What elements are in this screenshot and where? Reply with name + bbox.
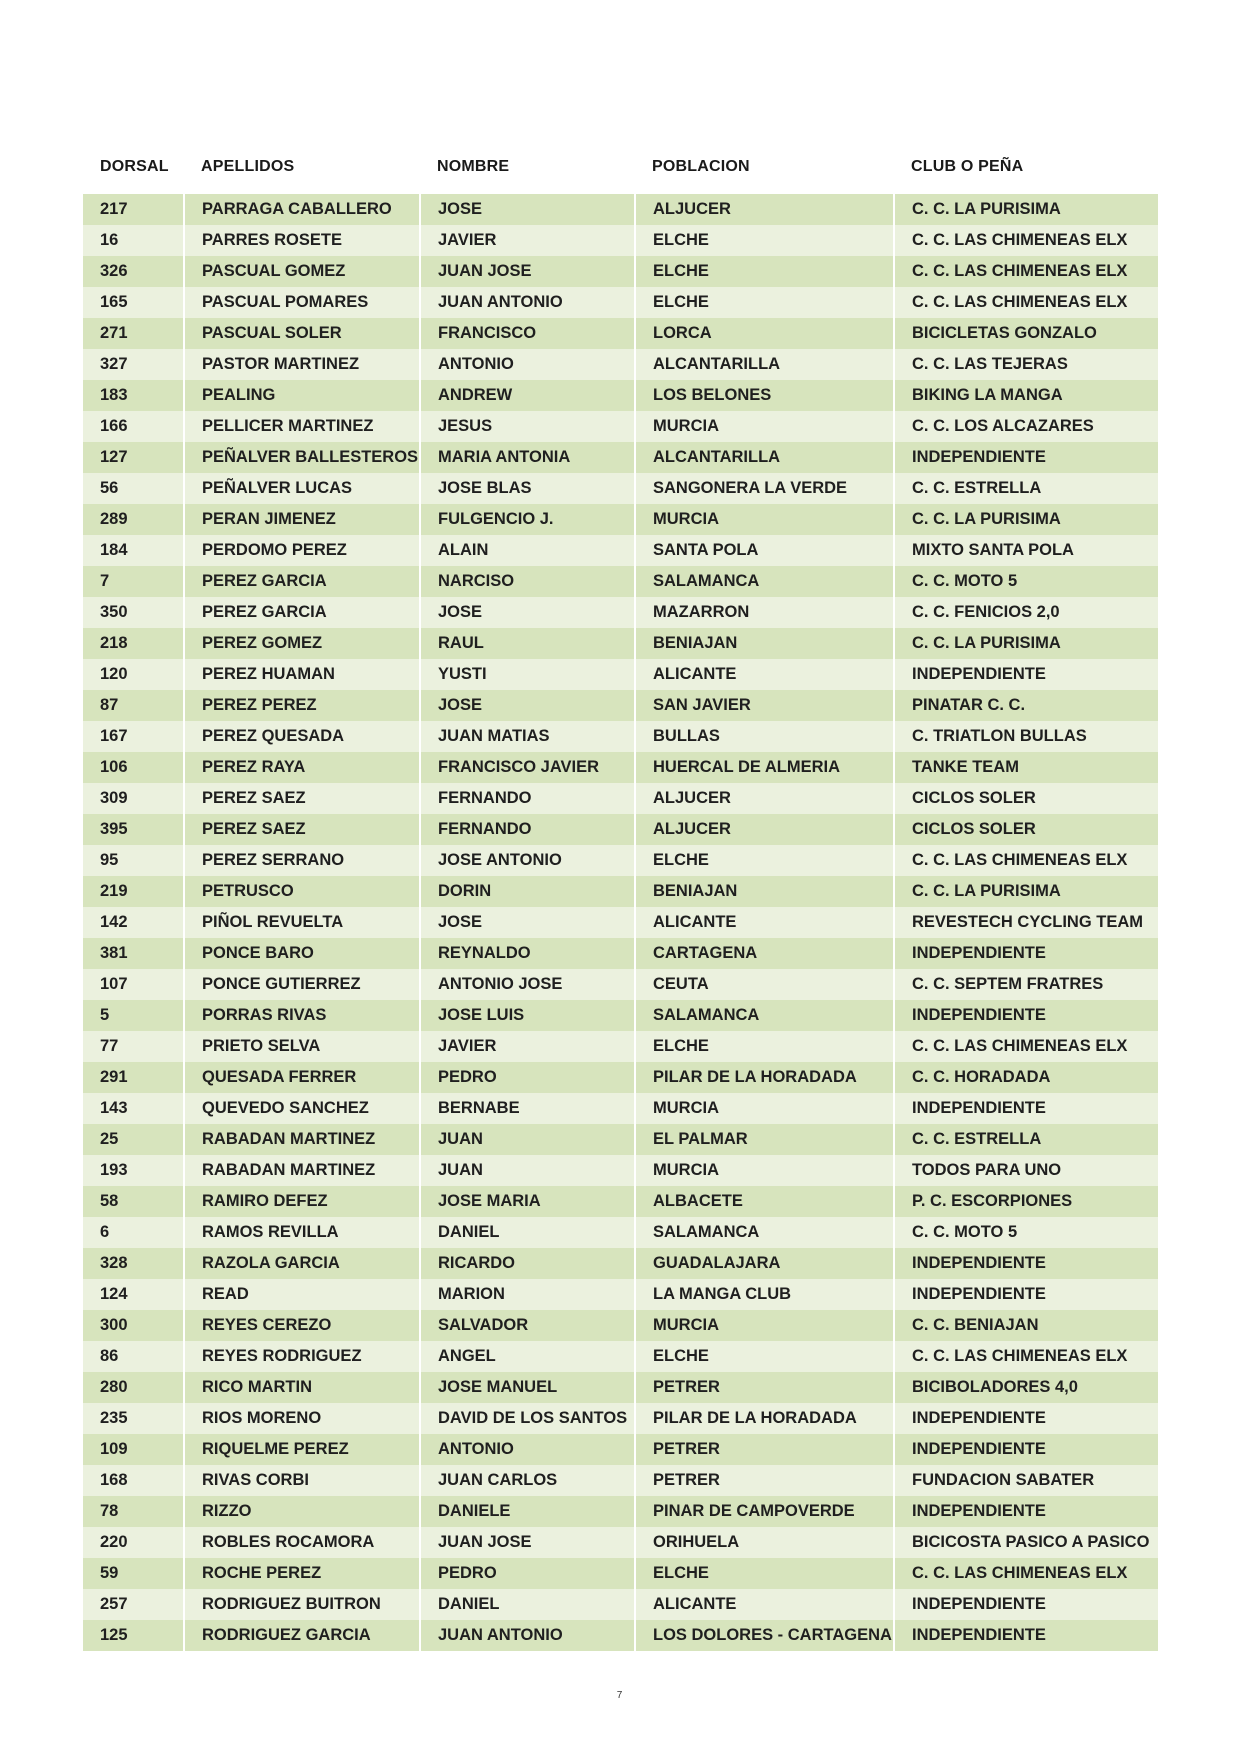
cell-poblacion: SALAMANCA <box>635 566 894 597</box>
cell-club: C. C. LA PURISIMA <box>894 194 1158 225</box>
table-row <box>83 1527 1158 1558</box>
table-row <box>83 1558 1158 1589</box>
cell-nombre: JOSE MANUEL <box>420 1372 635 1403</box>
cell-nombre: MARIA ANTONIA <box>420 442 635 473</box>
cell-poblacion: ELCHE <box>635 225 894 256</box>
cell-dorsal: 300 <box>83 1310 184 1341</box>
cell-apellidos: PEREZ GARCIA <box>184 597 420 628</box>
cell-poblacion: PETRER <box>635 1465 894 1496</box>
table-row <box>83 566 1158 597</box>
cell-apellidos: PEREZ PEREZ <box>184 690 420 721</box>
table-row <box>83 876 1158 907</box>
cell-apellidos: PARRES ROSETE <box>184 225 420 256</box>
cell-club: INDEPENDIENTE <box>894 1093 1158 1124</box>
cell-poblacion: ALJUCER <box>635 814 894 845</box>
table-row <box>83 1589 1158 1620</box>
cell-dorsal: 166 <box>83 411 184 442</box>
cell-dorsal: 87 <box>83 690 184 721</box>
cell-apellidos: PEREZ HUAMAN <box>184 659 420 690</box>
cell-club: C. C. LA PURISIMA <box>894 876 1158 907</box>
cell-poblacion: MURCIA <box>635 1093 894 1124</box>
cell-nombre: JOSE <box>420 907 635 938</box>
header-dorsal: DORSAL <box>100 158 169 175</box>
table-row <box>83 814 1158 845</box>
cell-poblacion: ELCHE <box>635 1558 894 1589</box>
cell-poblacion: ALJUCER <box>635 783 894 814</box>
cell-poblacion: MURCIA <box>635 1310 894 1341</box>
cell-dorsal: 350 <box>83 597 184 628</box>
cell-nombre: DANIELE <box>420 1496 635 1527</box>
cell-nombre: JAVIER <box>420 1031 635 1062</box>
cell-poblacion: PETRER <box>635 1434 894 1465</box>
cell-apellidos: PERDOMO PEREZ <box>184 535 420 566</box>
cell-nombre: ANGEL <box>420 1341 635 1372</box>
cell-dorsal: 395 <box>83 814 184 845</box>
cell-dorsal: 106 <box>83 752 184 783</box>
table-row <box>83 442 1158 473</box>
cell-dorsal: 165 <box>83 287 184 318</box>
cell-apellidos: RIOS MORENO <box>184 1403 420 1434</box>
cell-poblacion: ELCHE <box>635 845 894 876</box>
cell-poblacion: SAN JAVIER <box>635 690 894 721</box>
cell-poblacion: ALICANTE <box>635 1589 894 1620</box>
cell-apellidos: PASCUAL GOMEZ <box>184 256 420 287</box>
cell-poblacion: ELCHE <box>635 1031 894 1062</box>
cell-nombre: SALVADOR <box>420 1310 635 1341</box>
cell-club: C. C. MOTO 5 <box>894 1217 1158 1248</box>
cell-club: C. C. LAS CHIMENEAS ELX <box>894 845 1158 876</box>
cell-poblacion: ELCHE <box>635 1341 894 1372</box>
cell-nombre: DANIEL <box>420 1589 635 1620</box>
cell-apellidos: PEREZ GOMEZ <box>184 628 420 659</box>
cell-dorsal: 142 <box>83 907 184 938</box>
table-row <box>83 1620 1158 1651</box>
cell-club: C. C. LA PURISIMA <box>894 628 1158 659</box>
cell-nombre: PEDRO <box>420 1062 635 1093</box>
table-row <box>83 969 1158 1000</box>
cell-nombre: MARION <box>420 1279 635 1310</box>
table-row <box>83 845 1158 876</box>
cell-poblacion: ALCANTARILLA <box>635 349 894 380</box>
cell-club: C. C. LA PURISIMA <box>894 504 1158 535</box>
cell-nombre: FERNANDO <box>420 783 635 814</box>
cell-club: C. C. LOS ALCAZARES <box>894 411 1158 442</box>
cell-club: C. C. MOTO 5 <box>894 566 1158 597</box>
cell-poblacion: PILAR DE LA HORADADA <box>635 1403 894 1434</box>
cell-nombre: YUSTI <box>420 659 635 690</box>
cell-dorsal: 219 <box>83 876 184 907</box>
table-body <box>83 194 1158 1651</box>
cell-apellidos: PEREZ QUESADA <box>184 721 420 752</box>
cell-poblacion: LOS BELONES <box>635 380 894 411</box>
cell-poblacion: GUADALAJARA <box>635 1248 894 1279</box>
cell-apellidos: PETRUSCO <box>184 876 420 907</box>
table-row <box>83 1434 1158 1465</box>
cell-apellidos: REYES RODRIGUEZ <box>184 1341 420 1372</box>
cell-apellidos: RODRIGUEZ GARCIA <box>184 1620 420 1651</box>
cell-poblacion: ELCHE <box>635 287 894 318</box>
cell-apellidos: REYES CEREZO <box>184 1310 420 1341</box>
table-row <box>83 659 1158 690</box>
cell-club: PINATAR C. C. <box>894 690 1158 721</box>
cell-nombre: JOSE <box>420 597 635 628</box>
cell-apellidos: PEREZ SAEZ <box>184 814 420 845</box>
cell-apellidos: RIVAS CORBI <box>184 1465 420 1496</box>
table-row <box>83 1341 1158 1372</box>
cell-apellidos: RAMOS REVILLA <box>184 1217 420 1248</box>
table-row <box>83 1496 1158 1527</box>
cell-nombre: ANTONIO <box>420 349 635 380</box>
cell-poblacion: MURCIA <box>635 504 894 535</box>
cell-club: BIKING LA MANGA <box>894 380 1158 411</box>
cell-poblacion: PILAR DE LA HORADADA <box>635 1062 894 1093</box>
cell-dorsal: 78 <box>83 1496 184 1527</box>
cell-apellidos: PEREZ SERRANO <box>184 845 420 876</box>
cell-poblacion: CARTAGENA <box>635 938 894 969</box>
table-row <box>83 1031 1158 1062</box>
cell-apellidos: PASTOR MARTINEZ <box>184 349 420 380</box>
cell-dorsal: 25 <box>83 1124 184 1155</box>
cell-club: CICLOS SOLER <box>894 814 1158 845</box>
cell-apellidos: PASCUAL POMARES <box>184 287 420 318</box>
cell-poblacion: LORCA <box>635 318 894 349</box>
cell-poblacion: MURCIA <box>635 411 894 442</box>
cell-dorsal: 220 <box>83 1527 184 1558</box>
cell-nombre: PEDRO <box>420 1558 635 1589</box>
cell-nombre: ANTONIO <box>420 1434 635 1465</box>
header-club: CLUB O PEÑA <box>911 158 1024 175</box>
cell-apellidos: PEREZ RAYA <box>184 752 420 783</box>
table-row <box>83 287 1158 318</box>
cell-poblacion: MURCIA <box>635 1155 894 1186</box>
table-row <box>83 1279 1158 1310</box>
cell-club: C. TRIATLON BULLAS <box>894 721 1158 752</box>
cell-dorsal: 5 <box>83 1000 184 1031</box>
cell-nombre: FRANCISCO JAVIER <box>420 752 635 783</box>
header-nombre: NOMBRE <box>437 158 510 175</box>
table-row <box>83 1000 1158 1031</box>
table-row <box>83 225 1158 256</box>
cell-poblacion: SANTA POLA <box>635 535 894 566</box>
cell-club: P. C. ESCORPIONES <box>894 1186 1158 1217</box>
cell-club: BICICLETAS GONZALO <box>894 318 1158 349</box>
cell-club: C. C. LAS CHIMENEAS ELX <box>894 1031 1158 1062</box>
cell-club: C. C. HORADADA <box>894 1062 1158 1093</box>
cell-poblacion: SALAMANCA <box>635 1000 894 1031</box>
table-row <box>83 535 1158 566</box>
cell-poblacion: LOS DOLORES - CARTAGENA <box>635 1620 894 1651</box>
cell-club: BICICOSTA PASICO A PASICO <box>894 1527 1158 1558</box>
cell-poblacion: HUERCAL DE ALMERIA <box>635 752 894 783</box>
cell-club: INDEPENDIENTE <box>894 1620 1158 1651</box>
cell-dorsal: 109 <box>83 1434 184 1465</box>
cell-nombre: JUAN JOSE <box>420 256 635 287</box>
cell-nombre: JOSE MARIA <box>420 1186 635 1217</box>
cell-dorsal: 184 <box>83 535 184 566</box>
cell-nombre: JUAN JOSE <box>420 1527 635 1558</box>
cell-dorsal: 257 <box>83 1589 184 1620</box>
cell-apellidos: PEÑALVER BALLESTEROS <box>184 442 420 473</box>
cell-apellidos: RIQUELME PEREZ <box>184 1434 420 1465</box>
cell-apellidos: PEÑALVER LUCAS <box>184 473 420 504</box>
cell-poblacion: ALICANTE <box>635 907 894 938</box>
cell-apellidos: PORRAS RIVAS <box>184 1000 420 1031</box>
cell-apellidos: PEALING <box>184 380 420 411</box>
cell-poblacion: ELCHE <box>635 256 894 287</box>
cell-dorsal: 218 <box>83 628 184 659</box>
cell-nombre: JOSE ANTONIO <box>420 845 635 876</box>
cell-club: C. C. LAS TEJERAS <box>894 349 1158 380</box>
cell-nombre: JOSE BLAS <box>420 473 635 504</box>
cell-nombre: JAVIER <box>420 225 635 256</box>
cell-poblacion: SALAMANCA <box>635 1217 894 1248</box>
table-row <box>83 752 1158 783</box>
table-row <box>83 1248 1158 1279</box>
cell-club: C. C. LAS CHIMENEAS ELX <box>894 287 1158 318</box>
cell-nombre: RAUL <box>420 628 635 659</box>
cell-apellidos: RICO MARTIN <box>184 1372 420 1403</box>
table-row <box>83 783 1158 814</box>
table-row <box>83 349 1158 380</box>
cell-nombre: FULGENCIO J. <box>420 504 635 535</box>
cell-nombre: DORIN <box>420 876 635 907</box>
cell-dorsal: 280 <box>83 1372 184 1403</box>
cell-dorsal: 120 <box>83 659 184 690</box>
cell-nombre: JUAN <box>420 1124 635 1155</box>
cell-poblacion: EL PALMAR <box>635 1124 894 1155</box>
cell-poblacion: SANGONERA LA VERDE <box>635 473 894 504</box>
cell-apellidos: RAMIRO DEFEZ <box>184 1186 420 1217</box>
cell-club: INDEPENDIENTE <box>894 659 1158 690</box>
table-row <box>83 1155 1158 1186</box>
cell-dorsal: 58 <box>83 1186 184 1217</box>
table-row <box>83 411 1158 442</box>
cell-club: C. C. LAS CHIMENEAS ELX <box>894 225 1158 256</box>
cell-poblacion: PINAR DE CAMPOVERDE <box>635 1496 894 1527</box>
table-header-row <box>83 146 1158 188</box>
cell-dorsal: 193 <box>83 1155 184 1186</box>
cell-nombre: DANIEL <box>420 1217 635 1248</box>
cell-club: BICIBOLADORES 4,0 <box>894 1372 1158 1403</box>
cell-dorsal: 381 <box>83 938 184 969</box>
table-row <box>83 1465 1158 1496</box>
cell-dorsal: 56 <box>83 473 184 504</box>
cell-club: INDEPENDIENTE <box>894 1589 1158 1620</box>
cell-nombre: JESUS <box>420 411 635 442</box>
table-row <box>83 473 1158 504</box>
cell-nombre: FERNANDO <box>420 814 635 845</box>
cell-dorsal: 326 <box>83 256 184 287</box>
table-row <box>83 1124 1158 1155</box>
cell-club: C. C. ESTRELLA <box>894 1124 1158 1155</box>
cell-nombre: JUAN ANTONIO <box>420 1620 635 1651</box>
cell-club: C. C. SEPTEM FRATRES <box>894 969 1158 1000</box>
cell-dorsal: 291 <box>83 1062 184 1093</box>
table-row <box>83 907 1158 938</box>
table-row <box>83 1403 1158 1434</box>
cell-apellidos: RIZZO <box>184 1496 420 1527</box>
cell-dorsal: 59 <box>83 1558 184 1589</box>
cell-club: INDEPENDIENTE <box>894 1248 1158 1279</box>
cell-nombre: FRANCISCO <box>420 318 635 349</box>
cell-club: INDEPENDIENTE <box>894 1000 1158 1031</box>
cell-dorsal: 95 <box>83 845 184 876</box>
cell-dorsal: 235 <box>83 1403 184 1434</box>
cell-apellidos: QUEVEDO SANCHEZ <box>184 1093 420 1124</box>
cell-poblacion: BULLAS <box>635 721 894 752</box>
cell-club: C. C. ESTRELLA <box>894 473 1158 504</box>
table-row <box>83 1186 1158 1217</box>
cell-nombre: REYNALDO <box>420 938 635 969</box>
cell-poblacion: ALCANTARILLA <box>635 442 894 473</box>
cell-club: CICLOS SOLER <box>894 783 1158 814</box>
cell-dorsal: 328 <box>83 1248 184 1279</box>
table-row <box>83 504 1158 535</box>
cell-nombre: ANDREW <box>420 380 635 411</box>
cell-club: TANKE TEAM <box>894 752 1158 783</box>
cell-dorsal: 77 <box>83 1031 184 1062</box>
cell-club: C. C. LAS CHIMENEAS ELX <box>894 1341 1158 1372</box>
table-row <box>83 628 1158 659</box>
cell-nombre: BERNABE <box>420 1093 635 1124</box>
cell-club: C. C. LAS CHIMENEAS ELX <box>894 1558 1158 1589</box>
cell-dorsal: 16 <box>83 225 184 256</box>
table-row <box>83 256 1158 287</box>
cell-apellidos: ROBLES ROCAMORA <box>184 1527 420 1558</box>
cell-apellidos: READ <box>184 1279 420 1310</box>
cell-nombre: NARCISO <box>420 566 635 597</box>
cell-club: INDEPENDIENTE <box>894 1279 1158 1310</box>
cell-dorsal: 86 <box>83 1341 184 1372</box>
cell-dorsal: 183 <box>83 380 184 411</box>
table-row <box>83 380 1158 411</box>
cell-poblacion: PETRER <box>635 1372 894 1403</box>
cell-club: INDEPENDIENTE <box>894 1403 1158 1434</box>
cell-apellidos: PEREZ SAEZ <box>184 783 420 814</box>
cell-poblacion: BENIAJAN <box>635 876 894 907</box>
cell-dorsal: 217 <box>83 194 184 225</box>
cell-nombre: JOSE <box>420 690 635 721</box>
cell-apellidos: PIÑOL REVUELTA <box>184 907 420 938</box>
table-row <box>83 1372 1158 1403</box>
page-number: 7 <box>616 1690 623 1701</box>
cell-club: MIXTO SANTA POLA <box>894 535 1158 566</box>
cell-apellidos: PELLICER MARTINEZ <box>184 411 420 442</box>
cell-nombre: RICARDO <box>420 1248 635 1279</box>
cell-club: TODOS PARA UNO <box>894 1155 1158 1186</box>
cell-dorsal: 6 <box>83 1217 184 1248</box>
cell-poblacion: LA MANGA CLUB <box>635 1279 894 1310</box>
cell-nombre: JOSE <box>420 194 635 225</box>
cell-dorsal: 7 <box>83 566 184 597</box>
cell-nombre: JUAN MATIAS <box>420 721 635 752</box>
cell-apellidos: PONCE GUTIERREZ <box>184 969 420 1000</box>
header-apellidos: APELLIDOS <box>201 158 295 175</box>
table-row <box>83 318 1158 349</box>
cell-dorsal: 107 <box>83 969 184 1000</box>
table-row <box>83 721 1158 752</box>
cell-club: INDEPENDIENTE <box>894 938 1158 969</box>
cell-poblacion: ORIHUELA <box>635 1527 894 1558</box>
table-row <box>83 1062 1158 1093</box>
cell-club: C. C. FENICIOS 2,0 <box>894 597 1158 628</box>
cell-apellidos: PASCUAL SOLER <box>184 318 420 349</box>
table-row <box>83 938 1158 969</box>
cell-dorsal: 167 <box>83 721 184 752</box>
cell-nombre: JUAN CARLOS <box>420 1465 635 1496</box>
cell-poblacion: ALBACETE <box>635 1186 894 1217</box>
cell-nombre: DAVID DE LOS SANTOS <box>420 1403 635 1434</box>
cell-poblacion: BENIAJAN <box>635 628 894 659</box>
cell-nombre: ALAIN <box>420 535 635 566</box>
cell-apellidos: ROCHE PEREZ <box>184 1558 420 1589</box>
cell-apellidos: PONCE BARO <box>184 938 420 969</box>
table-row <box>83 194 1158 225</box>
cell-dorsal: 327 <box>83 349 184 380</box>
cell-apellidos: RODRIGUEZ BUITRON <box>184 1589 420 1620</box>
cell-apellidos: RAZOLA GARCIA <box>184 1248 420 1279</box>
cell-dorsal: 143 <box>83 1093 184 1124</box>
cell-club: INDEPENDIENTE <box>894 1496 1158 1527</box>
cell-dorsal: 168 <box>83 1465 184 1496</box>
cell-dorsal: 125 <box>83 1620 184 1651</box>
cell-nombre: JOSE LUIS <box>420 1000 635 1031</box>
table-row <box>83 1217 1158 1248</box>
cell-dorsal: 127 <box>83 442 184 473</box>
table-row <box>83 597 1158 628</box>
cell-club: INDEPENDIENTE <box>894 442 1158 473</box>
participants-table <box>83 146 1158 1651</box>
cell-poblacion: CEUTA <box>635 969 894 1000</box>
cell-apellidos: PARRAGA CABALLERO <box>184 194 420 225</box>
cell-apellidos: RABADAN MARTINEZ <box>184 1124 420 1155</box>
cell-poblacion: MAZARRON <box>635 597 894 628</box>
cell-poblacion: ALICANTE <box>635 659 894 690</box>
cell-apellidos: QUESADA FERRER <box>184 1062 420 1093</box>
cell-apellidos: PEREZ GARCIA <box>184 566 420 597</box>
cell-nombre: JUAN <box>420 1155 635 1186</box>
cell-apellidos: RABADAN MARTINEZ <box>184 1155 420 1186</box>
cell-dorsal: 309 <box>83 783 184 814</box>
cell-club: REVESTECH CYCLING TEAM <box>894 907 1158 938</box>
cell-club: INDEPENDIENTE <box>894 1434 1158 1465</box>
cell-dorsal: 124 <box>83 1279 184 1310</box>
cell-dorsal: 289 <box>83 504 184 535</box>
cell-poblacion: ALJUCER <box>635 194 894 225</box>
cell-dorsal: 271 <box>83 318 184 349</box>
table-row <box>83 1093 1158 1124</box>
cell-club: C. C. LAS CHIMENEAS ELX <box>894 256 1158 287</box>
cell-club: C. C. BENIAJAN <box>894 1310 1158 1341</box>
cell-apellidos: PRIETO SELVA <box>184 1031 420 1062</box>
cell-club: FUNDACION SABATER <box>894 1465 1158 1496</box>
header-poblacion: POBLACION <box>652 158 750 175</box>
table-row <box>83 690 1158 721</box>
cell-apellidos: PERAN JIMENEZ <box>184 504 420 535</box>
cell-nombre: ANTONIO JOSE <box>420 969 635 1000</box>
cell-nombre: JUAN ANTONIO <box>420 287 635 318</box>
table-row <box>83 1310 1158 1341</box>
